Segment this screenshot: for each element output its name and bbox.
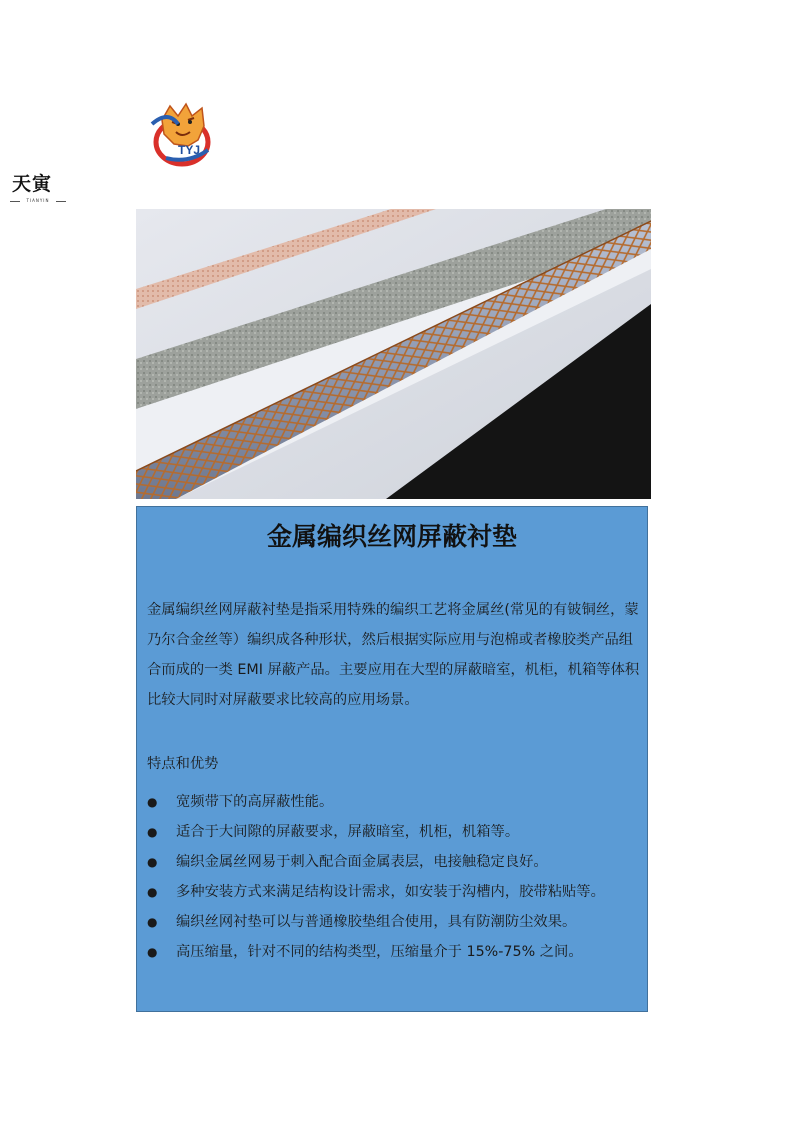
feature-item: ● 高压缩量，针对不同的结构类型，压缩量介于 15%-75% 之间。 <box>137 937 647 967</box>
panel-title: 金属编织丝网屏蔽衬垫 <box>266 522 517 551</box>
product-description-panel <box>136 506 648 1012</box>
intro-paragraph: 金属编织丝网屏蔽衬垫是指采用特殊的编织工艺将金属丝(常见的有铍铜丝，蒙乃尔合金丝等）编织成各种形状，然后根据实际应用与泡棉或者橡胶类产品组合而成的一类 EMI 屏蔽产品。主要应用在大型的屏蔽暗室，机柜，机箱等体积比较大同时对屏蔽要求比较高的应用场景。 <box>147 602 640 708</box>
company-logo <box>148 100 214 210</box>
logo-mark-text <box>148 100 214 170</box>
bullet-icon: ● <box>147 795 158 809</box>
bullet-icon: ● <box>147 885 158 899</box>
feature-item: ● 编织丝网衬垫可以与普通橡胶垫组合使用，具有防潮防尘效果。 <box>137 907 647 937</box>
logo-name-en: TIANYIN <box>10 197 66 205</box>
bullet-icon: ● <box>147 915 158 929</box>
product-photo <box>136 209 651 499</box>
bullet-icon: ● <box>147 825 158 839</box>
bullet-icon: ● <box>147 855 158 869</box>
braided-mesh-gasket-image <box>136 209 651 499</box>
logo-name-cn: 天寅 <box>12 173 53 195</box>
svg-text:TYJ: TYJ <box>178 143 201 157</box>
bullet-icon: ● <box>147 945 158 959</box>
features-heading: 特点和优势 <box>147 756 219 772</box>
feature-item: ● 多种安装方式来满足结构设计需求，如安装于沟槽内，胶带粘贴等。 <box>137 877 647 907</box>
feature-item: ● 适合于大间隙的屏蔽要求，屏蔽暗室，机柜，机箱等。 <box>137 817 647 847</box>
features-list <box>137 787 647 967</box>
feature-item: ● 编织金属丝网易于刺入配合面金属表层，电接触稳定良好。 <box>137 847 647 877</box>
feature-item: ● 宽频带下的高屏蔽性能。 <box>137 787 647 817</box>
